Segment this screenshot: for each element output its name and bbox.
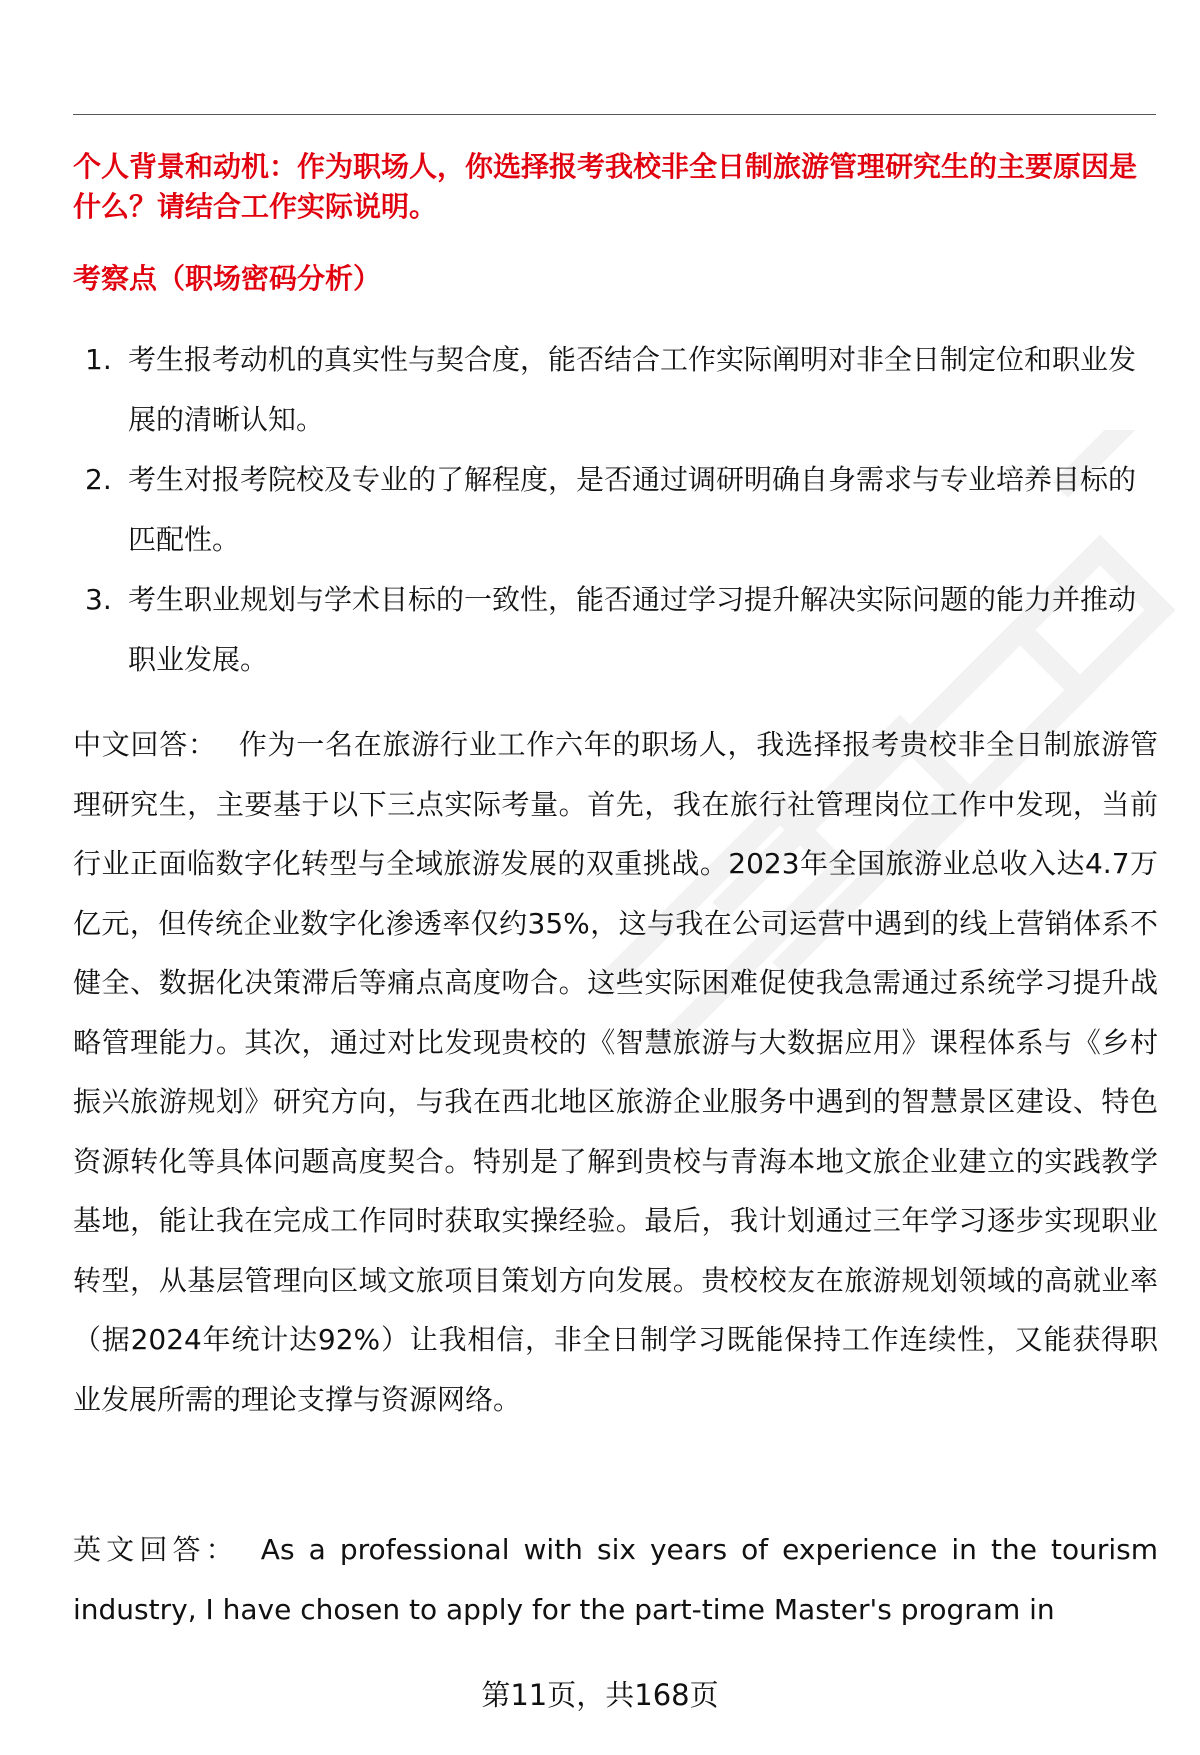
- list-item-number: 1.: [85, 343, 112, 376]
- chinese-answer-label: 中文回答：: [73, 728, 217, 761]
- list-item-number: 3.: [85, 583, 112, 616]
- chinese-answer-text: 作为一名在旅游行业工作六年的职场人，我选择报考贵校非全日制旅游管理研究生，主要基于以下三点实际考量。首先，我在旅行社管理岗位工作中发现，当前行业正面临数字化转型与全域旅游发展的双重挑战。2023年全国旅游业总收入达4.7万亿元，但传统企业数字化渗透率仅约35%，这与我在公司运营中遇到的线上营销体系不健全、数据化决策滞后等痛点高度吻合。这些实际困难促使我急需通过系统学习提升战略管理能力。其次，通过对比发现贵校的《智慧旅游与大数据应用》课程体系与《乡村振兴旅游规划》研究方向，与我在西北地区旅游企业服务中遇到的智慧景区建设、特色资源转化等具体问题高度契合。特别是了解到贵校与青海本地文旅企业建立的实践教学基地，能让我在完成工作同时获取实操经验。最后，我计划通过三年学习逐步实现职业转型，从基层管理向区域文旅项目策划方向发展。贵校校友在旅游规划领域的高就业率（据2024年统计达92%）让我相信，非全日制学习既能保持工作连续性，又能获得职业发展所需的理论支撑与资源网络。: [73, 728, 1158, 1416]
- points-title: 考察点（职场密码分析）: [73, 262, 382, 295]
- list-item: [73, 570, 1158, 690]
- english-answer-label: 英文回答：: [73, 1533, 239, 1566]
- assessment-points-list: [73, 330, 1158, 690]
- header-divider: [73, 114, 1156, 115]
- chinese-answer: [73, 715, 1158, 1429]
- list-item-text: 考生职业规划与学术目标的一致性，能否通过学习提升解决实际问题的能力并推动职业发展。: [128, 583, 1137, 676]
- list-item-text: 考生对报考院校及专业的了解程度，是否通过调研明确自身需求与专业培养目标的匹配性。: [128, 463, 1137, 556]
- english-answer-text: As a professional with six years of experience in the tourism industry, I have chosen to apply for the part-time Master's program in: [73, 1533, 1158, 1626]
- question-heading: 个人背景和动机：作为职场人，你选择报考我校非全日制旅游管理研究生的主要原因是什么？请结合工作实际说明。: [73, 150, 1138, 223]
- list-item-text: 考生报考动机的真实性与契合度，能否结合工作实际阐明对非全日制定位和职业发展的清晰认知。: [128, 343, 1137, 436]
- list-item: [73, 450, 1158, 570]
- page-number: 第11页，共168页: [481, 1678, 719, 1712]
- list-item-number: 2.: [85, 463, 112, 496]
- english-answer: [73, 1520, 1158, 1639]
- list-item: [73, 330, 1158, 450]
